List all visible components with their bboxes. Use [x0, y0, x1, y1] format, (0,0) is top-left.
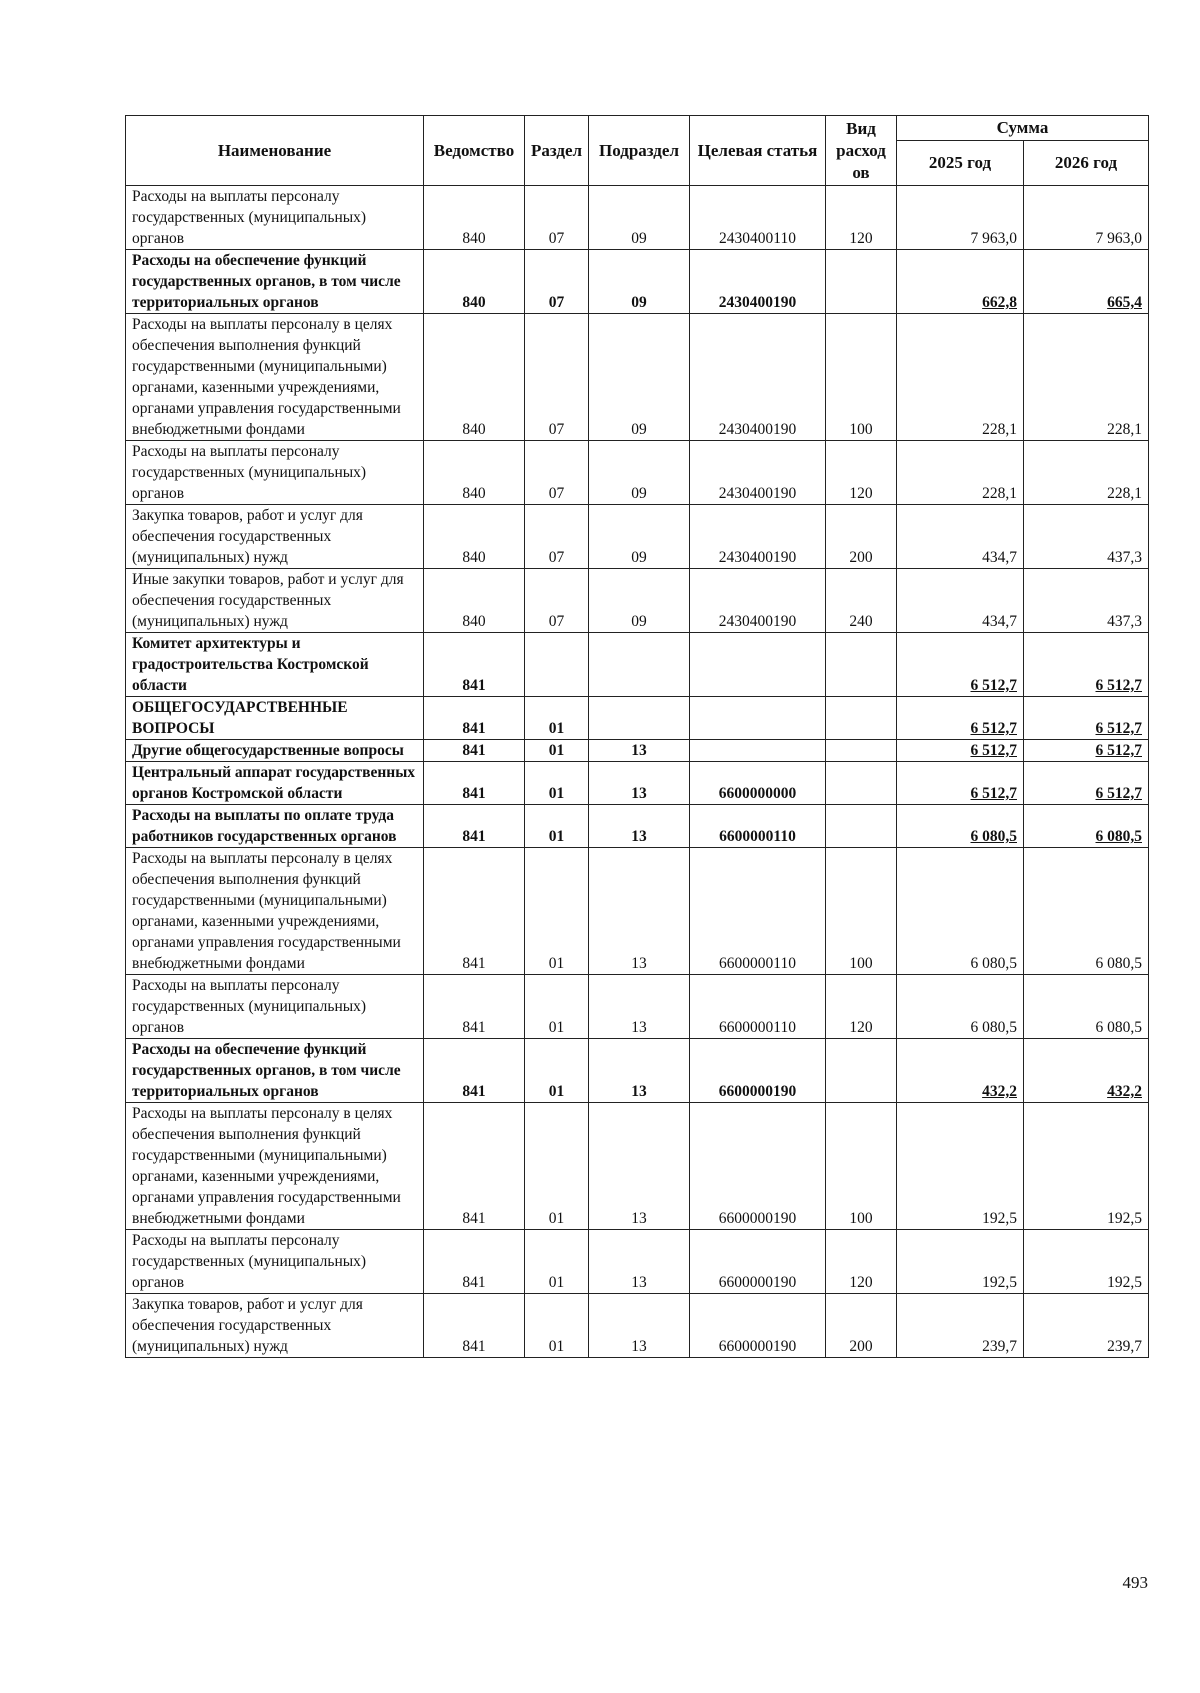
budget-sheet	[125, 115, 1148, 1358]
table-row	[126, 505, 1149, 569]
row-subsection: 13	[589, 975, 690, 1039]
table-row	[126, 1039, 1149, 1103]
row-section: 01	[525, 697, 589, 740]
row-amount-2025: 6 080,5	[897, 805, 1024, 848]
row-amount-2025: 239,7	[897, 1294, 1024, 1358]
row-subsection: 13	[589, 1039, 690, 1103]
row-department: 841	[424, 1103, 525, 1230]
row-subsection: 13	[589, 740, 690, 762]
row-amount-2026: 239,7	[1024, 1294, 1149, 1358]
row-subsection	[589, 633, 690, 697]
row-target	[690, 697, 826, 740]
row-department: 840	[424, 441, 525, 505]
row-amount-2026: 7 963,0	[1024, 186, 1149, 250]
row-section: 07	[525, 569, 589, 633]
row-section: 01	[525, 1230, 589, 1294]
row-target: 2430400190	[690, 569, 826, 633]
row-section: 01	[525, 975, 589, 1039]
header-target: Целевая статья	[690, 116, 826, 186]
table-row	[126, 762, 1149, 805]
row-expense-type	[826, 250, 897, 314]
header-subsection: Подраздел	[589, 116, 690, 186]
row-expense-type: 240	[826, 569, 897, 633]
row-target: 2430400190	[690, 314, 826, 441]
table-header	[126, 116, 1149, 186]
row-expense-type: 120	[826, 975, 897, 1039]
row-expense-type	[826, 633, 897, 697]
row-amount-2026: 192,5	[1024, 1230, 1149, 1294]
row-expense-type	[826, 762, 897, 805]
row-target: 2430400190	[690, 441, 826, 505]
budget-table	[125, 115, 1149, 1358]
row-target: 6600000110	[690, 805, 826, 848]
row-name: Расходы на обеспечение функций государственных органов, в том числе территориальных органов	[126, 250, 424, 314]
row-department: 841	[424, 848, 525, 975]
row-target: 2430400110	[690, 186, 826, 250]
row-department: 841	[424, 762, 525, 805]
table-row	[126, 569, 1149, 633]
row-amount-2025: 7 963,0	[897, 186, 1024, 250]
row-name: Иные закупки товаров, работ и услуг для обеспечения государственных (муниципальных) нужд	[126, 569, 424, 633]
row-amount-2026: 6 080,5	[1024, 975, 1149, 1039]
row-name: Комитет архитектуры и градостроительства Костромской области	[126, 633, 424, 697]
row-amount-2026: 6 512,7	[1024, 697, 1149, 740]
row-department: 840	[424, 314, 525, 441]
row-expense-type	[826, 1039, 897, 1103]
row-section: 01	[525, 1039, 589, 1103]
header-section: Раздел	[525, 116, 589, 186]
row-section: 07	[525, 505, 589, 569]
row-expense-type	[826, 805, 897, 848]
row-subsection: 09	[589, 505, 690, 569]
row-department: 840	[424, 186, 525, 250]
row-amount-2026: 228,1	[1024, 314, 1149, 441]
row-expense-type: 100	[826, 314, 897, 441]
row-name: Закупка товаров, работ и услуг для обеспечения государственных (муниципальных) нужд	[126, 505, 424, 569]
row-department: 841	[424, 1039, 525, 1103]
row-amount-2026: 228,1	[1024, 441, 1149, 505]
row-department: 841	[424, 633, 525, 697]
row-subsection: 09	[589, 186, 690, 250]
row-name: Расходы на выплаты персоналу государственных (муниципальных) органов	[126, 186, 424, 250]
row-target: 6600000110	[690, 975, 826, 1039]
row-target: 6600000110	[690, 848, 826, 975]
row-amount-2025: 434,7	[897, 505, 1024, 569]
row-amount-2025: 228,1	[897, 314, 1024, 441]
table-row	[126, 1230, 1149, 1294]
row-amount-2025: 6 080,5	[897, 975, 1024, 1039]
row-department: 841	[424, 975, 525, 1039]
row-amount-2026: 6 512,7	[1024, 633, 1149, 697]
row-amount-2026: 192,5	[1024, 1103, 1149, 1230]
row-department: 840	[424, 250, 525, 314]
row-section: 01	[525, 1103, 589, 1230]
row-expense-type: 120	[826, 186, 897, 250]
row-expense-type: 200	[826, 505, 897, 569]
row-subsection: 13	[589, 762, 690, 805]
row-amount-2026: 437,3	[1024, 505, 1149, 569]
row-expense-type: 100	[826, 1103, 897, 1230]
row-amount-2025: 6 512,7	[897, 762, 1024, 805]
row-amount-2025: 228,1	[897, 441, 1024, 505]
row-section: 07	[525, 441, 589, 505]
page-number: 493	[1122, 1573, 1148, 1592]
row-name: Расходы на выплаты персоналу в целях обеспечения выполнения функций государственными (муниципальными) органами, казенными учреждениями, органами управления государственными внебюджетными фондами	[126, 1103, 424, 1230]
row-section: 01	[525, 848, 589, 975]
table-row	[126, 186, 1149, 250]
row-target	[690, 633, 826, 697]
row-target	[690, 740, 826, 762]
row-subsection: 13	[589, 1230, 690, 1294]
row-section: 01	[525, 805, 589, 848]
row-expense-type	[826, 697, 897, 740]
header-name: Наименование	[126, 116, 424, 186]
row-name: ОБЩЕГОСУДАРСТВЕННЫЕ ВОПРОСЫ	[126, 697, 424, 740]
row-department: 840	[424, 569, 525, 633]
row-section: 01	[525, 1294, 589, 1358]
row-department: 840	[424, 505, 525, 569]
row-amount-2025: 6 512,7	[897, 633, 1024, 697]
row-department: 841	[424, 805, 525, 848]
row-subsection: 09	[589, 569, 690, 633]
row-section: 07	[525, 314, 589, 441]
row-subsection: 13	[589, 805, 690, 848]
row-section: 01	[525, 762, 589, 805]
row-amount-2026: 6 512,7	[1024, 740, 1149, 762]
row-subsection: 09	[589, 314, 690, 441]
row-amount-2026: 432,2	[1024, 1039, 1149, 1103]
row-department: 841	[424, 740, 525, 762]
header-year-2025: 2025 год	[897, 141, 1024, 186]
row-name: Расходы на выплаты персоналу государственных (муниципальных) органов	[126, 975, 424, 1039]
row-subsection: 13	[589, 1294, 690, 1358]
row-expense-type: 200	[826, 1294, 897, 1358]
table-body	[126, 186, 1149, 1358]
row-subsection: 13	[589, 848, 690, 975]
header-expense-type: Вид расход ов	[826, 116, 897, 186]
row-name: Расходы на выплаты персоналу государственных (муниципальных) органов	[126, 441, 424, 505]
row-target: 2430400190	[690, 505, 826, 569]
row-amount-2026: 6 512,7	[1024, 762, 1149, 805]
row-target: 2430400190	[690, 250, 826, 314]
row-amount-2025: 192,5	[897, 1103, 1024, 1230]
row-section: 07	[525, 250, 589, 314]
row-name: Расходы на выплаты по оплате труда работников государственных органов	[126, 805, 424, 848]
header-sum: Сумма	[897, 116, 1149, 141]
table-row	[126, 975, 1149, 1039]
row-expense-type: 100	[826, 848, 897, 975]
row-amount-2025: 662,8	[897, 250, 1024, 314]
row-name: Расходы на выплаты персоналу в целях обеспечения выполнения функций государственными (муниципальными) органами, казенными учреждениями, органами управления государственными внебюджетными фондами	[126, 314, 424, 441]
row-department: 841	[424, 1230, 525, 1294]
row-name: Расходы на выплаты персоналу в целях обеспечения выполнения функций государственными (муниципальными) органами, казенными учреждениями, органами управления государственными внебюджетными фондами	[126, 848, 424, 975]
table-row	[126, 441, 1149, 505]
row-name: Другие общегосударственные вопросы	[126, 740, 424, 762]
row-target: 6600000190	[690, 1294, 826, 1358]
row-name: Центральный аппарат государственных органов Костромской области	[126, 762, 424, 805]
row-name: Расходы на выплаты персоналу государственных (муниципальных) органов	[126, 1230, 424, 1294]
table-row	[126, 1103, 1149, 1230]
row-target: 6600000190	[690, 1039, 826, 1103]
table-row	[126, 697, 1149, 740]
table-row	[126, 848, 1149, 975]
row-expense-type	[826, 740, 897, 762]
table-row	[126, 740, 1149, 762]
row-name: Расходы на обеспечение функций государственных органов, в том числе территориальных органов	[126, 1039, 424, 1103]
header-department: Ведомство	[424, 116, 525, 186]
row-amount-2026: 6 080,5	[1024, 805, 1149, 848]
row-amount-2025: 6 512,7	[897, 697, 1024, 740]
row-subsection	[589, 697, 690, 740]
row-section	[525, 633, 589, 697]
row-subsection: 13	[589, 1103, 690, 1230]
table-row	[126, 250, 1149, 314]
row-amount-2025: 434,7	[897, 569, 1024, 633]
row-amount-2026: 6 080,5	[1024, 848, 1149, 975]
row-target: 6600000190	[690, 1103, 826, 1230]
row-target: 6600000190	[690, 1230, 826, 1294]
table-row	[126, 805, 1149, 848]
row-expense-type: 120	[826, 1230, 897, 1294]
row-amount-2025: 6 080,5	[897, 848, 1024, 975]
row-department: 841	[424, 697, 525, 740]
row-expense-type: 120	[826, 441, 897, 505]
table-row	[126, 633, 1149, 697]
row-section: 07	[525, 186, 589, 250]
table-row	[126, 1294, 1149, 1358]
row-department: 841	[424, 1294, 525, 1358]
header-year-2026: 2026 год	[1024, 141, 1149, 186]
row-name: Закупка товаров, работ и услуг для обеспечения государственных (муниципальных) нужд	[126, 1294, 424, 1358]
row-amount-2025: 192,5	[897, 1230, 1024, 1294]
row-subsection: 09	[589, 441, 690, 505]
row-amount-2026: 665,4	[1024, 250, 1149, 314]
row-amount-2026: 437,3	[1024, 569, 1149, 633]
row-amount-2025: 432,2	[897, 1039, 1024, 1103]
row-amount-2025: 6 512,7	[897, 740, 1024, 762]
row-target: 6600000000	[690, 762, 826, 805]
table-row	[126, 314, 1149, 441]
row-subsection: 09	[589, 250, 690, 314]
row-section: 01	[525, 740, 589, 762]
